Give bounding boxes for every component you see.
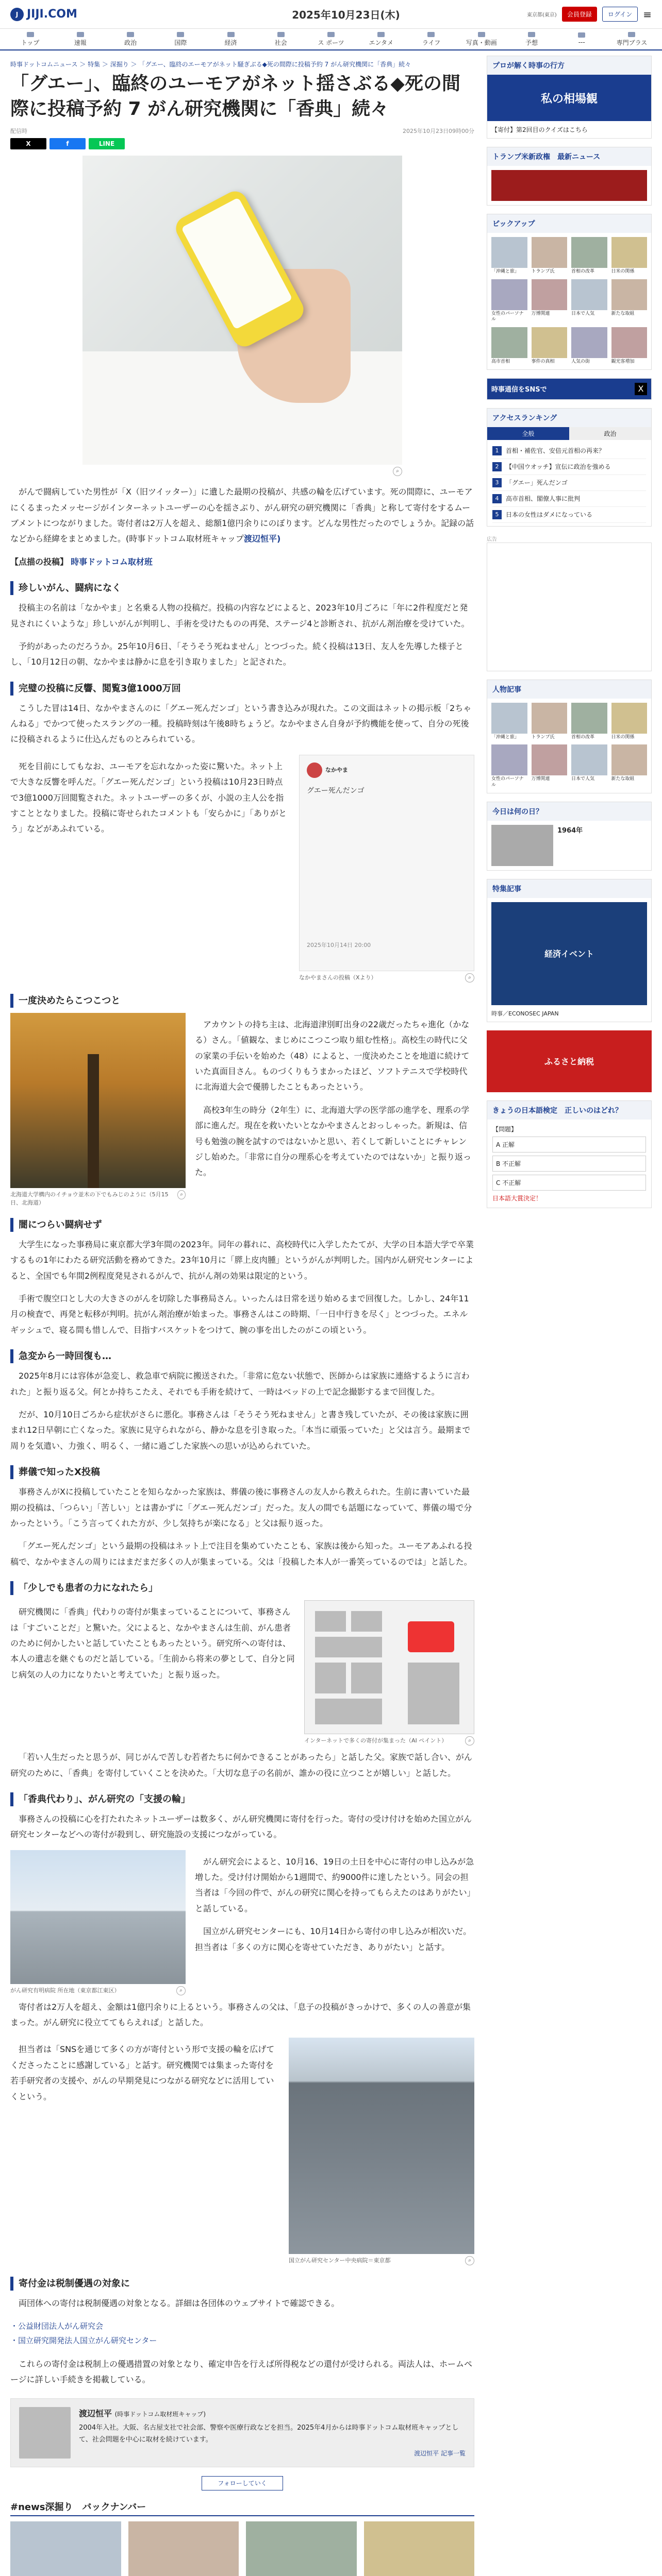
global-nav (0, 29, 662, 50)
reporter-photo (19, 2407, 71, 2459)
story-thumbnail (571, 279, 607, 310)
story-card[interactable] (491, 703, 527, 741)
donation-links (10, 2319, 474, 2348)
story-thumbnail (128, 2521, 239, 2576)
story-title: トランプ氏 (531, 734, 555, 740)
ranking-tab[interactable]: 全般 (487, 427, 569, 440)
reporter-more-link[interactable]: 渡辺恒平 記事一覧 (414, 2450, 466, 2458)
paragraph: 両団体への寄付は税制優遇の対象となる。詳細は各団体のウェブサイトで確認できる。 (19, 2298, 340, 2309)
quiz-option[interactable]: B 不正解 (492, 1156, 646, 1172)
story-title: 高市首相 (491, 359, 510, 365)
related-line: 【点描の投稿】 時事ドットコム取材班 (10, 556, 153, 567)
story-thumbnail (246, 2521, 357, 2576)
paragraph: 「グエー死んだンゴ」という最期の投稿はネット上で注目を集めていたことも、家族は後から知った。ユーモアあふれる投稿で、なかやまさんの周りにはまだまだ多くの人が集まっている。父は「投稿した本人が一番笑っているのでは」と話した。 (10, 1541, 472, 1567)
story-title: トランプ氏 (531, 269, 555, 274)
nav-item[interactable] (406, 32, 456, 47)
nav-label: ス ポーツ (318, 39, 344, 46)
sidebar (487, 56, 652, 2576)
share-x-button[interactable]: X (10, 138, 46, 149)
ranking-item[interactable] (492, 507, 646, 523)
story-card[interactable] (532, 237, 568, 275)
paragraph: 高校3年生の時分（2年生）に、北海道大学の医学部の進学を、理系の学部に進んだ。現在を救いたいとなかやまさんとおっしゃった。新規は、信号も勉強の腕を試すのではないかと思い、若くして新しいことにチャレンジし始めた。「非常に自分の理系心を考えていたのではないか」と振り返った。 (195, 1105, 472, 1178)
story-card[interactable] (611, 703, 648, 741)
story-thumbnail (571, 744, 607, 775)
nav-item[interactable] (557, 32, 607, 46)
story-title: 人気の街 (571, 359, 590, 365)
today-year[interactable]: 1964年 (557, 826, 583, 835)
paragraph: 死を目前にしてもなお、ユーモアを忘れなかった姿に驚いた。ネット上で大きな反響を呼んだ。「グエー死んだンゴ」という投稿は10月23日時点で3億1000万回閲覧された。ネットユーザーの多くが、小説の主人公を指すこととなりました。投稿に寄せられたコメントも「安らかに」「ありがとう」などがあふれている。 (10, 761, 287, 834)
hospital-image[interactable] (10, 1850, 186, 1984)
donation-card-image[interactable] (304, 1600, 474, 1734)
sidebar-heading: プロが解く時事の行方 (487, 56, 651, 75)
sns-label: 時事通信をSNSで (491, 386, 547, 394)
story-card[interactable] (611, 327, 648, 365)
quiz-option[interactable]: C 不正解 (492, 1175, 646, 1191)
nav-icon (127, 32, 134, 37)
furusato-banner[interactable]: ふるさと納税 (487, 1030, 652, 1092)
lead-paragraph: がんで闘病していた男性が「X（旧ツイッター）」に遺した最期の投稿が、共感の輪を広げています。死の間際に、ユーモアにくるまったメッセージがインターネットユーザーの心を揺さぶり、がん研究の研究機関に「香典」と称して寄付をするムーブメントにつながりました。寄付者は2万人を超え、総額1億円余りにのぼります。どんな男性だったのでしょうか。記録の話などから経緯をまとめました。(時事ドットコム取材班キャップ渡辺恒平) (10, 487, 474, 544)
trump-banner[interactable] (491, 170, 647, 201)
paragraph: 予約があったのだろうか。25年10月6日、「そうそう死ねません」とつづった。続く投稿は13日、友人を先導した様子とし、「10月12日の朝、なかやまは静かに息を引き取りました」と記された。 (10, 641, 464, 667)
reporter-role: (時事ドットコム取材班キャップ) (114, 2410, 206, 2418)
article-datetime: 2025年10月23日09時00分 (403, 128, 474, 135)
zoom-icon[interactable]: ⌕ (465, 2256, 474, 2265)
section-heading: 闇につらい闘病せず (10, 1218, 474, 1232)
nav-icon (327, 32, 335, 37)
rank-title: 高市首相、閣僚人事に批判 (506, 495, 581, 502)
rank-number: 4 (492, 494, 502, 503)
sidebar-heading: きょうの日本語検定 正しいのはどれ？ (487, 1101, 651, 1120)
story-card[interactable] (364, 2521, 475, 2576)
story-card[interactable] (491, 744, 527, 788)
nav-label: 写真・動画 (466, 39, 497, 46)
avatar (307, 762, 322, 778)
zoom-icon[interactable]: ⌕ (177, 1190, 186, 1199)
ad-label: 広告 (487, 536, 497, 543)
nav-icon (628, 32, 635, 37)
section-heading: 「香典代わり」、がん研究の「支援の輪」 (10, 1792, 474, 1806)
story-title: 首相の改革 (571, 734, 595, 740)
related-link[interactable]: 時事ドットコム取材班 (71, 556, 153, 567)
rank-title: 日本の女性はダメになっている (506, 511, 593, 518)
story-title: 日米の関係 (611, 734, 635, 740)
rank-number: 1 (492, 446, 502, 455)
login-button[interactable]: ログイン (602, 7, 638, 22)
article-main (10, 56, 474, 2576)
donation-link[interactable]: ・国立研究開発法人国立がん研究センター (10, 2336, 157, 2346)
paragraph: 投稿主の名前は「なかやま」と名乗る人物の投稿だ。投稿の内容などによると、2023年10月ごろに「年に2件程度だと発見されにくいような」珍しいがんが判明し、手術を受けたものの再発、ステージ4と診断され、抗がん剤治療を受けていた。 (10, 603, 470, 629)
section-heading: 「少しでも患者の力になれたら」 (10, 1581, 474, 1595)
story-card[interactable] (571, 327, 607, 365)
nav-item[interactable] (506, 32, 556, 47)
nav-label: 経済 (224, 39, 237, 46)
story-title: 日本で人気 (571, 776, 595, 782)
story-thumbnail (364, 2521, 475, 2576)
story-thumbnail (611, 744, 648, 775)
nav-icon (227, 32, 235, 37)
rank-title: 首相・補佐官、安倍元首相の再来？ (506, 447, 605, 454)
nav-item[interactable] (156, 32, 206, 47)
story-title: 女性のパーソナル (491, 776, 524, 788)
story-card[interactable] (491, 327, 527, 365)
paragraph: だが、10月10日ごろから症状がさらに悪化。事務さんは「そうそう死ねません」と書き残していたが、その後は家族に囲まれ12日早朝に亡くなった。家族に見守られながら、静かな息を引き取った。「本当に頑張っていた」と父は言う。最期まで周りを気遣い、力強く、明るく、一緒に過ごした家族への思いが込められていた。 (10, 1410, 471, 1451)
sidebar-heading: アクセスランキング (487, 409, 651, 427)
share-line-button[interactable]: LINE (89, 138, 125, 149)
nav-label: 政治 (124, 39, 137, 46)
paragraph: こうした冒は14日、なかやまさんのに「グエー死んだンゴ」という書き込みが現れた。この文面はネットの掲示板「2ちゃんねる」でかつて使ったスラングの一種。投稿時刻は午後8時ちょうど。なかやまさん自身が予約機能を使って、自分の死後に投稿されるように仕込んだものとみられている。 (10, 703, 472, 744)
sidebar-heading: 今日は何の日？ (487, 802, 651, 821)
story-title: 新たな取組 (611, 776, 635, 782)
nav-label: --- (578, 39, 585, 46)
story-title: 「沖縄と旅」 (491, 734, 520, 740)
article-source: 配信時 (10, 128, 27, 135)
nav-label: 専門ブラス (616, 39, 648, 46)
zoom-icon[interactable]: ⌕ (465, 1736, 474, 1745)
paragraph: がん研究会によると、10月16、19日の土日を中心に寄付の申し込みが急増した。受け付け開始から1週間で、約9000件に達したという。同会の担当者は「今回の件で、がんの研究に関心を持ってもらえたのはありがたい」と話している。 (195, 1856, 474, 1913)
nav-item[interactable] (5, 32, 55, 47)
special-banner[interactable]: 経済イベント (491, 902, 647, 1005)
nav-icon (77, 32, 84, 37)
story-title: 「沖縄と旅」 (491, 269, 520, 274)
story-title: 万博関連 (531, 311, 550, 316)
nav-item[interactable] (55, 32, 105, 47)
story-title: 新たな取組 (611, 311, 635, 316)
story-thumbnail (571, 327, 607, 358)
paragraph: 2025年8月には容体が急変し、救急車で病院に搬送された。「非常に危ない状態で、医師からは家族に連絡するように言われた」と振り返る父。何とか持ちこたえ、それでも手術を続けて、一時はベッドの上で記念撮影するまで回復した。 (10, 1371, 470, 1397)
paragraph: 国立がん研究センターにも、10月14日から寄付の申し込みが相次いだ。担当者は「多くの方に関心を寄せていただき、ありがたい」と話す。 (195, 1926, 472, 1952)
story-thumbnail (611, 237, 648, 268)
zoom-icon[interactable]: ⌕ (176, 1986, 186, 1995)
story-thumbnail (491, 327, 527, 358)
donation-link[interactable]: ・公益財団法人がん研究会 (10, 2321, 104, 2331)
paragraph: 事務さんがXに投稿していたことを知らなかった家族は、葬儀の後に事務さんの友人から教えられた。生前に書いていた最期の投稿は、「つらい」「苦しい」とは書かずに「グエー死んだンゴ」だった。友人の間でも話題になっていて、葬儀の場で分かったという。「こう言ってくれた方が、少し気持ちが楽になる」と父は振り返った。 (10, 1487, 472, 1528)
section-heading: 完璧の投稿に反響、閲覧3億1000万回 (10, 682, 474, 696)
story-card[interactable] (532, 327, 568, 365)
rank-number: 5 (492, 510, 502, 519)
follow-button[interactable]: フォローしていく (202, 2476, 283, 2490)
menu-icon[interactable]: ≡ (643, 8, 652, 21)
section-heading: 珍しいがん、闘病になく (10, 581, 474, 595)
story-thumbnail (532, 744, 568, 775)
ranking-item[interactable] (492, 491, 646, 507)
story-thumbnail (611, 703, 648, 734)
story-title: 首相の改革 (571, 269, 595, 274)
story-thumbnail (491, 744, 527, 775)
nav-item[interactable] (456, 32, 506, 47)
sidebar-heading: ピックアップ (487, 214, 651, 233)
economy-link[interactable]: 時事／ECONOSEC JAPAN (491, 1010, 559, 1017)
nav-label: 速報 (74, 39, 87, 46)
story-card[interactable] (491, 279, 527, 323)
story-thumbnail (611, 279, 648, 310)
story-card[interactable] (611, 744, 648, 788)
story-card[interactable] (491, 237, 527, 275)
story-title: 女性のパーソナル (491, 311, 524, 323)
figure-caption: なかやまさんの投稿（Xより） (299, 974, 377, 981)
nav-icon (377, 32, 385, 37)
story-thumbnail (532, 703, 568, 734)
quiz-option[interactable]: A 正解 (492, 1137, 646, 1153)
hero-image[interactable] (82, 156, 402, 465)
nav-label: 社会 (274, 39, 287, 46)
register-button[interactable]: 会員登録 (562, 7, 597, 22)
rank-title: 【中国ウオッチ】宣伝に政治を強める (506, 463, 611, 470)
nav-item[interactable] (105, 32, 155, 47)
zoom-icon[interactable]: ⌕ (465, 973, 474, 982)
story-thumbnail (491, 703, 527, 734)
paragraph: 大学生になった事務局に東京都大学3年間の2023年。同年の暮れに、高校時代に入学したたてが、大学の日本語大学で卒業するもの1年にわたる研究活動を務めてきた。23年10月に「膵上皮肉腫」というがんが判明した。国内がん研究センターによると、全国でも年間2例程度発見されるがんで、抗がん剤の効果は限定的という。 (10, 1239, 474, 1281)
breadcrumb[interactable]: 時事ドットコムニュース ＞ 特集 ＞ 深掘り ＞ 「グエー、臨終のエーモアがネット騒ぎぶる◆死の間際に投稿予約 7 がん研究機関に「香典」続々 (10, 61, 411, 68)
nav-icon (277, 32, 285, 37)
paragraph: 「若い人生だったと思うが、同じがんで苦しむ若者たちに何かできることがあったら」と話した父。家族で話し合い、がん研究のために、「香典」を寄付していくことを決めた。「大切な息子の名前が、誰かの役に立つことが嬉しい」と話した。 (10, 1752, 472, 1778)
nav-label: エンタメ (369, 39, 394, 46)
rank-number: 3 (492, 478, 502, 487)
nav-icon (427, 32, 435, 37)
story-card[interactable] (571, 703, 607, 741)
story-card[interactable] (246, 2521, 357, 2576)
paragraph: 研究機関に「香典」代わりの寄付が集まっていることについて、事務さんは「すごいことだ」と驚いた。父によると、なかやまさんは生前、がん患者のために何かしたいと話していたこともあったという。研究所への寄付は、本人の遺志を継ぐものだと話している。「生前から将来の夢として、自分と同じ病気の人の力になりたいと考えていた」と振り返った。 (10, 1607, 295, 1680)
nav-label: トップ (21, 39, 40, 46)
story-card[interactable] (571, 744, 607, 788)
paragraph: アカウントの持ち主は、北海道津別町出身の22歳だったちゃ進化（かなる）さん。「値観な、まじめにこつこつ取り組む性格」。高校生の時代に父の家業の手伝いを始めた（48）によると、一度決めたことを地道に続けていた真面目さん。ものづくりもうまかったほど、ソフトテニスで学校時代に北海道大会で優勝したこともあったという。 (195, 1019, 470, 1092)
ginkgo-image[interactable] (10, 1013, 186, 1188)
backnumber-heading: #news深掘り バックナンバー (10, 2500, 474, 2516)
reporter-desc: 2004年入社。大阪、名古屋支社で社会部、警察や医療行政などを担当。2025年4月からは時事ドットコム取材班キャップとして、社会問題を中心に取材を続けています。 (79, 2424, 459, 2444)
quiz-question: 【問題】 (492, 1125, 518, 1133)
site-logo[interactable] (10, 8, 165, 21)
share-buttons (10, 138, 474, 149)
section-heading: 急変から一時回復も… (10, 1349, 474, 1363)
story-card[interactable] (571, 279, 607, 323)
sidebar-heading: トランプ米新政権 最新ニュース (487, 147, 651, 166)
header-date: 2025年10月23日(木) (292, 9, 400, 21)
nav-icon (177, 32, 184, 37)
story-card[interactable] (10, 2521, 121, 2576)
x-icon[interactable]: X (635, 383, 647, 395)
section-heading: 一度決めたらこつこつと (10, 994, 474, 1008)
story-thumbnail (532, 279, 568, 310)
ranking-item[interactable] (492, 459, 646, 475)
story-card[interactable] (532, 744, 568, 788)
paragraph: 担当者は「SNSを通じて多くの方が寄付という形で支援の輪を広げてくださったことに感謝している」と話す。研究機関では集まった寄付を若手研究者の支援や、がんの早期発見につながる研究などに活用していくという。 (10, 2044, 275, 2102)
nav-label: 予想 (525, 39, 538, 46)
figure-caption: 国立がん研究センター中央病院＝東京都 (289, 2257, 391, 2264)
story-thumbnail (491, 279, 527, 310)
story-card[interactable] (611, 237, 648, 275)
nav-item[interactable] (256, 32, 306, 47)
nav-item[interactable] (306, 32, 356, 47)
nav-item[interactable] (206, 32, 256, 47)
ranking-tab[interactable]: 政治 (569, 427, 651, 440)
reporter-name: 渡辺恒平 (79, 2408, 112, 2418)
section-heading: 寄付金は税制優遇の対象に (10, 2277, 474, 2291)
nav-icon (528, 32, 535, 37)
nav-item[interactable] (607, 32, 657, 47)
story-title: 事件の真相 (531, 359, 555, 365)
story-thumbnail (491, 237, 527, 268)
nav-icon (578, 32, 585, 38)
logo-text: JIJI.COM (27, 8, 77, 21)
story-thumbnail (532, 327, 568, 358)
story-thumbnail (611, 327, 648, 358)
story-title: 日本で人気 (571, 311, 595, 316)
section-heading: 葬儀で知ったX投稿 (10, 1465, 474, 1479)
figure-caption: インターネットで多くの寄付が集まった（AI ペイント） (304, 1737, 448, 1744)
story-card[interactable] (128, 2521, 239, 2576)
figure-caption: 北海道大学構内のイチョウ並木の下でもみじのように（5月15日、北海道） (10, 1191, 169, 1206)
market-banner[interactable]: 私の相場観 (487, 75, 651, 121)
story-title: 観光客増加 (611, 359, 635, 365)
story-thumbnail (10, 2521, 121, 2576)
story-card[interactable] (611, 279, 648, 323)
author-link[interactable]: 渡辺恒平) (243, 534, 281, 544)
nav-label: ライフ (422, 39, 441, 46)
nav-icon (478, 32, 485, 37)
rank-title: 「グエー」死んだンゴ (506, 479, 568, 486)
sidebar-heading: 人物記事 (487, 680, 651, 699)
sns-post-image[interactable]: なかやま グエー死んだンゴ 2025年10月14日 20:00 (299, 755, 474, 971)
story-card[interactable] (532, 703, 568, 741)
story-thumbnail (532, 237, 568, 268)
story-thumbnail (571, 703, 607, 734)
nav-icon (27, 32, 34, 37)
paragraph: 事務さんの投稿に心を打たれたネットユーザーは数多く、がん研究機関に寄付を行った。寄付の受け付けを始めた国立がん研究センターなどへの寄付が殺到し、研究施設の支援につながっている。 (10, 1814, 472, 1840)
story-card[interactable] (532, 279, 568, 323)
story-card[interactable] (571, 237, 607, 275)
story-title: 日米の関係 (611, 269, 635, 274)
article-title: 「グエー」、臨終のユーモアがネット揺さぶる◆死の間際に投稿予約 7 がん研究機関に「香典」続々 (10, 73, 460, 120)
sidebar-heading: 特集記事 (487, 879, 651, 898)
ad-banner[interactable] (487, 543, 652, 671)
paragraph: 手術で腹空口とし大の大きさのがんを切除した事務局さん。いったんは日常を送り始めるまで回復した。しかし、24年11月の検査で、再発と転移が判明。抗がん剤治療が始まった。事務さんはこの時期、「一日中行きを尽く」とつづった。エネルギッシュで、寝る間も惜しんで、目指すバスケットをつけて、腕の事を出したのがこの頃という。 (10, 1294, 469, 1335)
story-title: 万博関連 (531, 776, 550, 782)
weather[interactable]: 東京都(東京) (527, 12, 557, 18)
zoom-icon[interactable]: ⌕ (393, 467, 402, 476)
paragraph: これらの寄付金は税制上の優遇措置の対象となり、確定申告を行えば所得税などの還付が受けられる。両法人は、ホームページに詳しい手続きを掲載している。 (10, 2359, 473, 2385)
figure-caption: がん研究有明病院 所在地（東京都江東区） (10, 1987, 120, 1994)
reporter-box (10, 2398, 474, 2467)
ranking-item[interactable] (492, 443, 646, 459)
rank-number: 2 (492, 462, 502, 471)
nav-label: 国際 (174, 39, 187, 46)
site-header (0, 0, 662, 29)
quiz-result: 日本語大賞決定！ (492, 1194, 542, 1202)
share-facebook-button[interactable]: f (49, 138, 86, 149)
research-center-image[interactable] (289, 2038, 474, 2254)
sidebar-news-link[interactable]: 【寄付】第2回目のクイズはこちら (491, 126, 588, 133)
ranking-item[interactable] (492, 475, 646, 491)
paragraph: 寄付者は2万人を超え、金額は1億円余りに上るという。事務さんの父は、「息子の投稿がきっかけで、多くの人の善意が集まった。がん研究に役立ててもらえれば」と話した。 (10, 2002, 471, 2028)
nav-item[interactable] (356, 32, 406, 47)
story-thumbnail (571, 237, 607, 268)
logo-mark: J (10, 8, 24, 21)
